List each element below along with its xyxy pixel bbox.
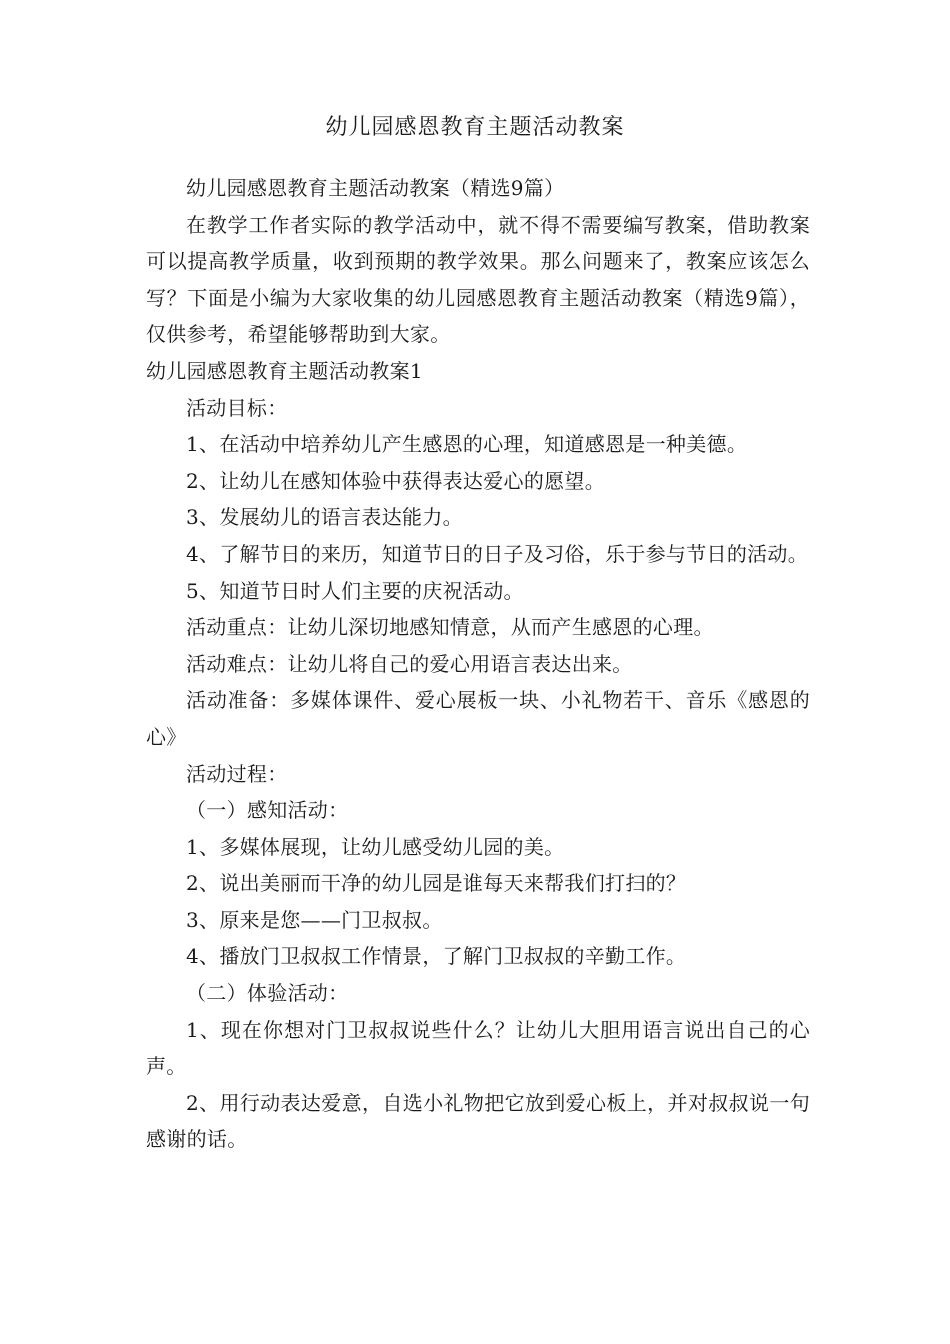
body-paragraph: 活动准备：多媒体课件、爱心展板一块、小礼物若干、音乐《感恩的心》 <box>146 688 810 749</box>
body-paragraph: 2、让幼儿在感知体验中获得表达爱心的愿望。 <box>186 468 606 493</box>
section-heading: 幼儿园感恩教育主题活动教案1 <box>146 358 423 383</box>
body-paragraph: 4、了解节日的来历，知道节日的日子及习俗，乐于参与节日的活动。 <box>186 541 809 566</box>
body-paragraph: 3、原来是您——门卫叔叔。 <box>186 907 443 932</box>
body-paragraph: 1、在活动中培养幼儿产生感恩的心理，知道感恩是一种美德。 <box>186 432 748 457</box>
body-paragraph: （二）体验活动： <box>186 981 349 1006</box>
body-paragraph: 2、用行动表达爱意，自选小礼物把它放到爱心板上，并对叔叔说一句感谢的话。 <box>146 1090 810 1152</box>
body-paragraph: 在教学工作者实际的教学活动中，就不得不需要编写教案，借助教案可以提高教学质量，收到预期的教学效果。那么问题来了，教案应该怎么写？下面是小编为大家收集的幼儿园感恩教育主题活动教案（精选9篇），仅供参考，希望能够帮助到大家。 <box>146 212 810 347</box>
body-paragraph: 2、说出美丽而干净的幼儿园是谁每天来帮我们打扫的？ <box>186 871 687 896</box>
body-paragraph: 幼儿园感恩教育主题活动教案（精选9篇） <box>186 176 565 200</box>
page-title: 幼儿园感恩教育主题活动教案 <box>325 115 625 140</box>
body-paragraph: 1、现在你想对门卫叔叔说些什么？让幼儿大胆用语言说出自己的心声。 <box>146 1017 810 1079</box>
body-paragraph: 3、发展幼儿的语言表达能力。 <box>186 505 463 530</box>
body-paragraph: 5、知道节日时人们主要的庆祝活动。 <box>186 578 524 603</box>
body-paragraph: 1、多媒体展现，让幼儿感受幼儿园的美。 <box>186 834 565 859</box>
body-paragraph: 活动难点：让幼儿将自己的爱心用语言表达出来。 <box>186 651 633 676</box>
body-paragraph: （一）感知活动： <box>186 798 349 823</box>
body-paragraph: 4、播放门卫叔叔工作情景，了解门卫叔叔的辛勤工作。 <box>186 944 687 969</box>
body-paragraph: 活动目标： <box>186 395 288 420</box>
body-paragraph: 活动过程： <box>186 761 288 786</box>
document-body <box>146 170 810 1158</box>
body-paragraph: 活动重点：让幼儿深切地感知情意，从而产生感恩的心理。 <box>186 615 714 640</box>
